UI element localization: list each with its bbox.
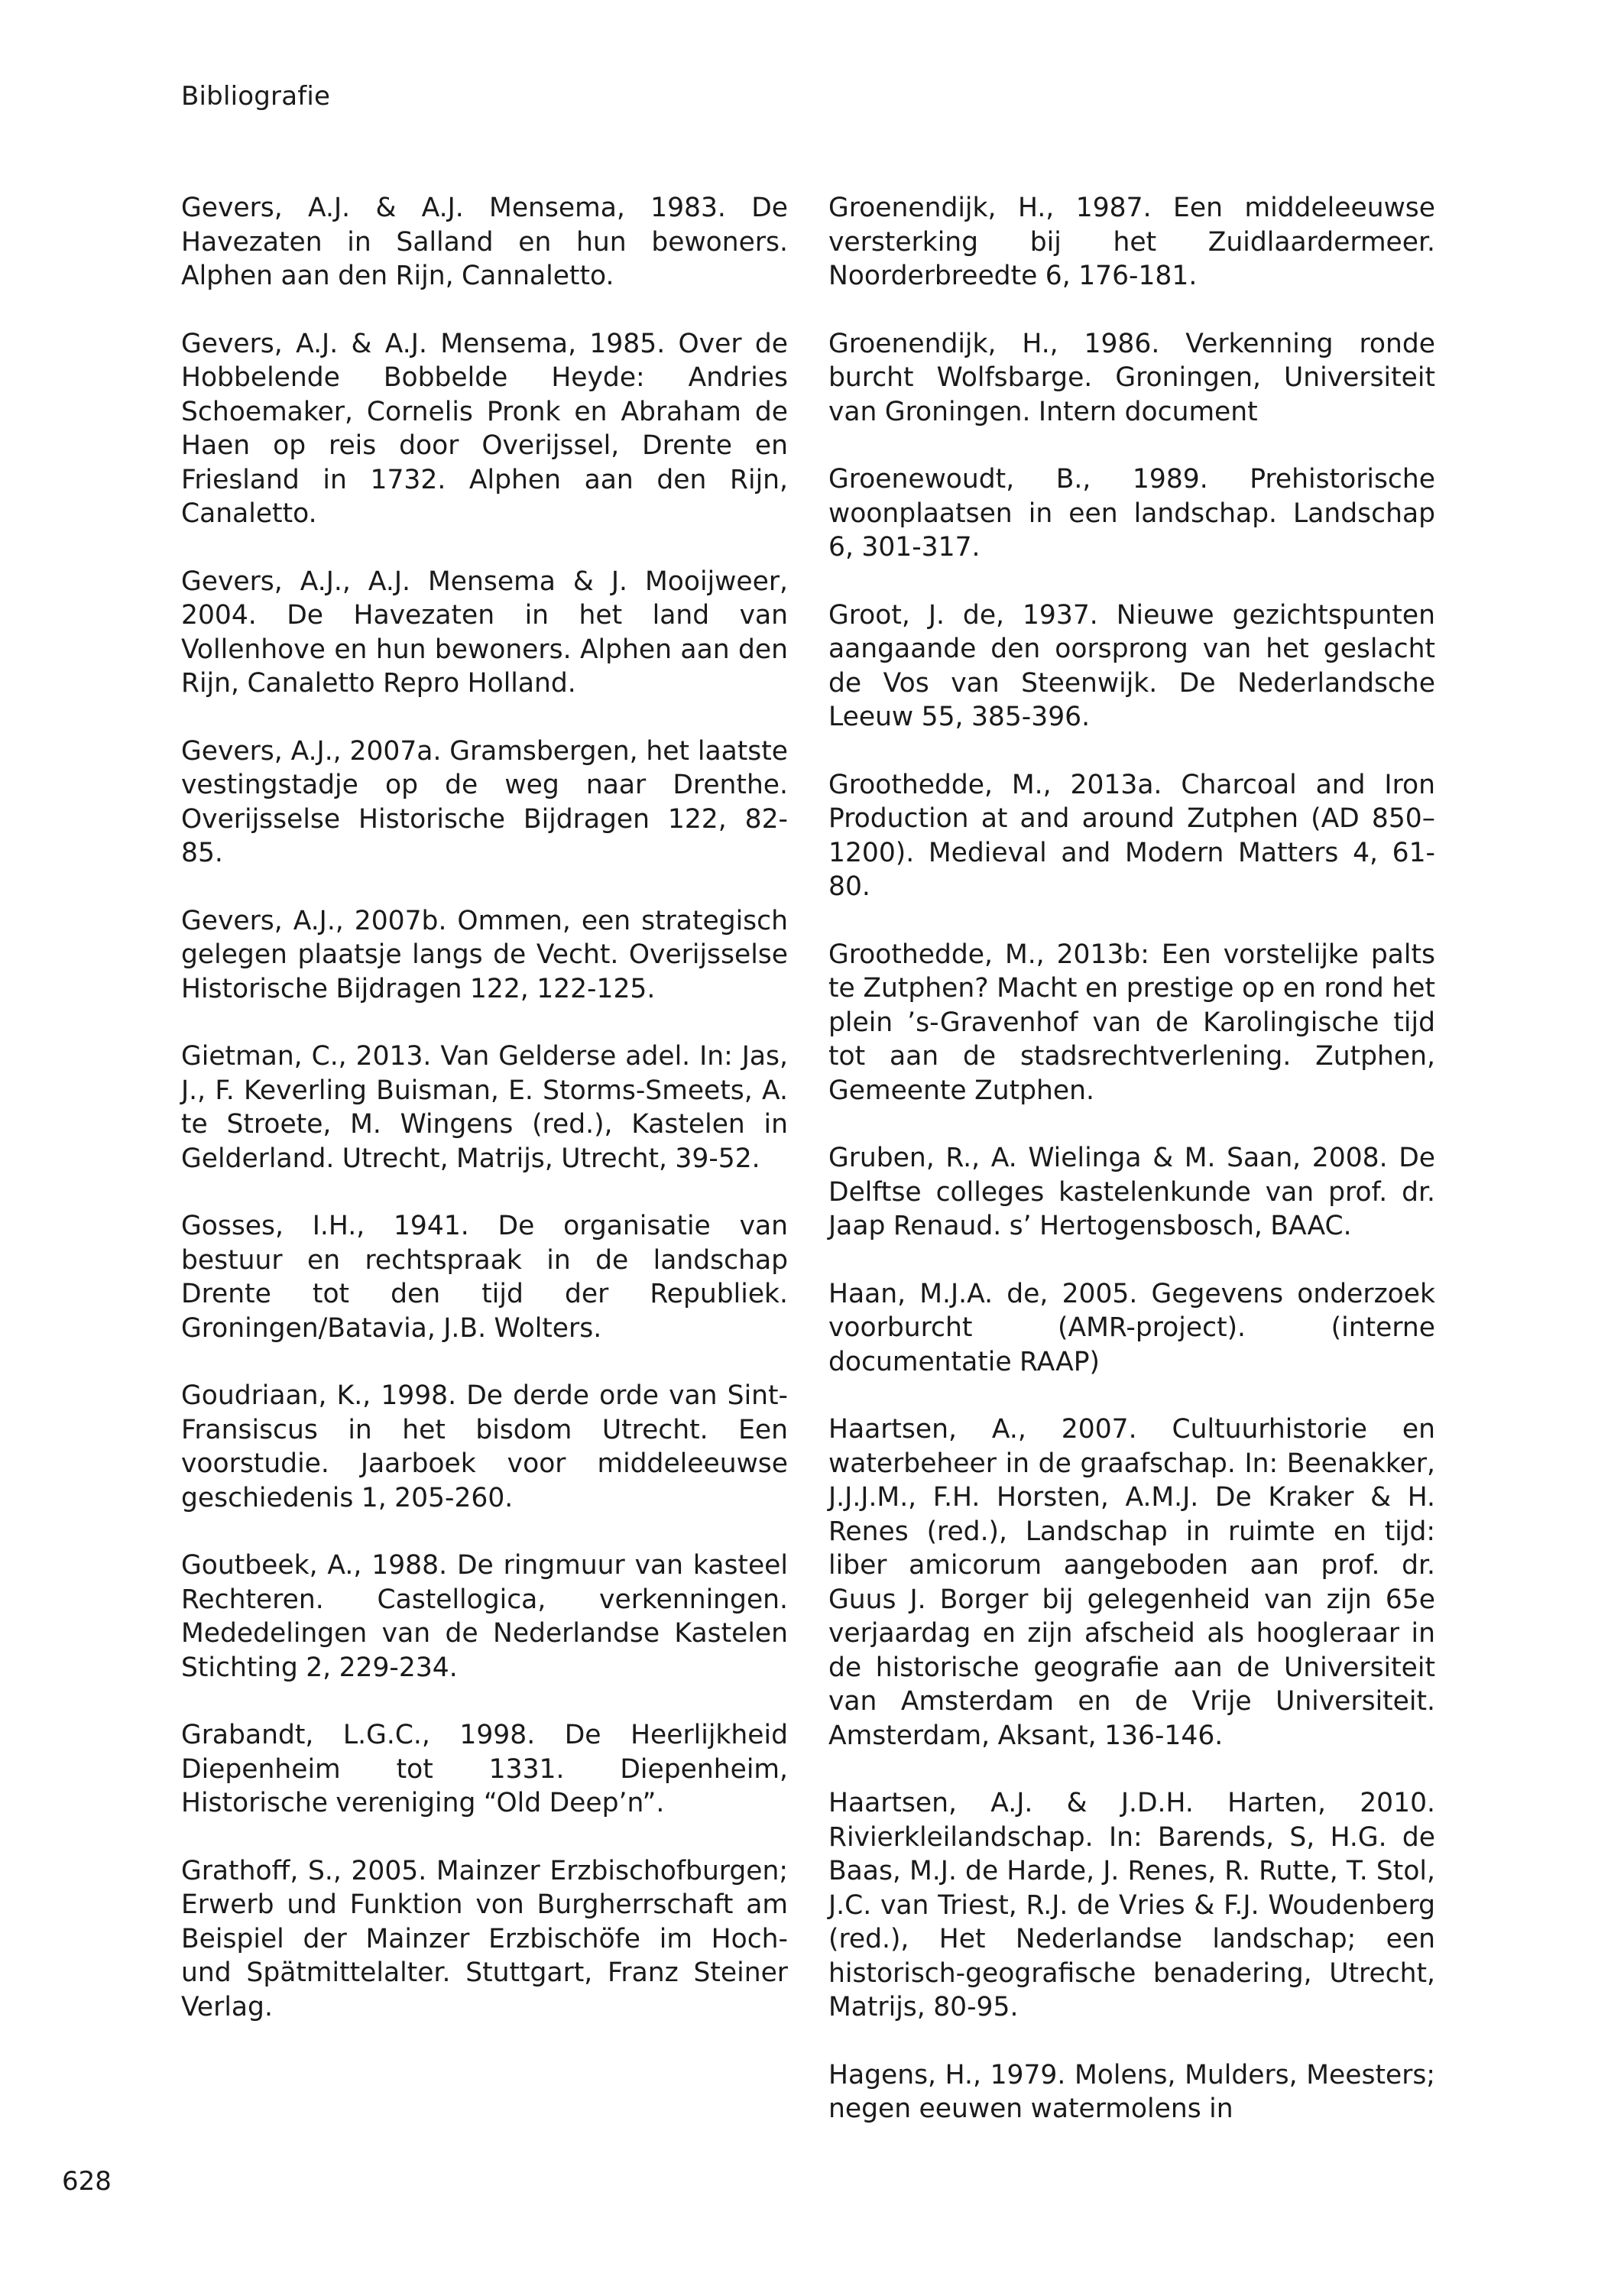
bibliography-entry: Haartsen, A., 2007. Cultuurhistorie en waterbeheer in de graafschap. In: Beenakker, J.J.J.M., F.H. Horsten, A.M.J. De Kraker & H. Renes (red.), Landschap in ruimte en tijd: liber amicorum aangeboden aan prof. dr. Guus J. Borger bij gelegenheid van zijn 65e verjaardag en zijn afscheid als hoogleraar in de historische geografie aan de Universiteit van Amsterdam en de Vrije Universiteit. Amsterdam, Aksant, 136-146. [828, 1414, 1435, 1751]
bibliography-entry: Gevers, A.J., A.J. Mensema & J. Mooijweer, 2004. De Havezaten in het land van Vollenhove en hun bewoners. Alphen aan den Rijn, Canaletto Repro Holland. [181, 566, 788, 699]
page-number: 628 [62, 2166, 112, 2197]
bibliography-entry: Gietman, C., 2013. Van Gelderse adel. In: Jas, J., F. Keverling Buisman, E. Storms-Smeets, A. te Stroete, M. Wingens (red.), Kastelen in Gelderland. Utrecht, Matrijs, Utrecht, 39-52. [181, 1041, 788, 1174]
bibliography-entry: Groot, J. de, 1937. Nieuwe gezichtspunten aangaande den oorsprong van het geslacht de Vos van Steenwijk. De Nederlandsche Leeuw 55, 385-396. [828, 599, 1435, 732]
bibliography-entry: Gevers, A.J., 2007b. Ommen, een strategisch gelegen plaatsje langs de Vecht. Overijsselse Historische Bijdragen 122, 122-125. [181, 905, 788, 1004]
bibliography-entry: Gevers, A.J. & A.J. Mensema, 1983. De Havezaten in Salland en hun bewoners. Alphen aan den Rijn, Cannaletto. [181, 193, 788, 291]
bibliography-entry: Gosses, I.H., 1941. De organisatie van bestuur en rechtspraak in de landschap Drente tot den tijd der Republiek. Groningen/Batavia, J.B. Wolters. [181, 1211, 788, 1344]
bibliography-entry: Grathoff, S., 2005. Mainzer Erzbischofburgen; Erwerb und Funktion von Burgherrschaft am Beispiel der Mainzer Erzbischöfe im Hoch- und Spätmittelalter. Stuttgart, Franz Steiner Verlag. [181, 1855, 788, 2022]
bibliography-entry: Goutbeek, A., 1988. De ringmuur van kasteel Rechteren. Castellogica, verkenningen. Mededelingen van de Nederlandse Kastelen Stichting 2, 229-234. [181, 1550, 788, 1683]
running-header: Bibliografie [181, 81, 331, 112]
bibliography-entry: Groenewoudt, B., 1989. Prehistorische woonplaatsen in een landschap. Landschap 6, 301-317. [828, 464, 1435, 563]
bibliography-entry: Groothedde, M., 2013b: Een vorstelijke palts te Zutphen? Macht en prestige op en rond het plein ’s-Gravenhof van de Karolingische tijd tot aan de stadsrechtverlening. Zutphen, Gemeente Zutphen. [828, 939, 1435, 1106]
bibliography-entry: Haan, M.J.A. de, 2005. Gegevens onderzoek voorburcht (AMR-project). (interne documentatie RAAP) [828, 1278, 1435, 1377]
bibliography-column-left [181, 191, 788, 2058]
bibliography-entry: Gevers, A.J. & A.J. Mensema, 1985. Over de Hobbelende Bobbelde Heyde: Andries Schoemaker, Cornelis Pronk en Abraham de Haen op reis door Overijssel, Drente en Friesland in 1732. Alphen aan den Rijn, Canaletto. [181, 328, 788, 529]
bibliography-entry: Haartsen, A.J. & J.D.H. Harten, 2010. Rivierkleilandschap. In: Barends, S, H.G. de Baas, M.J. de Harde, J. Renes, R. Rutte, T. Stol, J.C. van Triest, R.J. de Vries & F.J. Woudenberg (red.), Het Nederlandse landschap; een historisch-geografische benadering, Utrecht, Matrijs, 80-95. [828, 1788, 1435, 2022]
bibliography-entry: Groenendijk, H., 1987. Een middeleeuwse versterking bij het Zuidlaardermeer. Noorderbreedte 6, 176-181. [828, 193, 1435, 291]
bibliography-entry: Groothedde, M., 2013a. Charcoal and Iron Production at and around Zutphen (AD 850–1200). Medieval and Modern Matters 4, 61-80. [828, 769, 1435, 902]
bibliography-entry: Goudriaan, K., 1998. De derde orde van Sint-Fransiscus in het bisdom Utrecht. Een voorstudie. Jaarboek voor middeleeuwse geschiedenis 1, 205-260. [181, 1380, 788, 1513]
bibliography-column-right [828, 191, 1435, 2160]
bibliography-entry: Grabandt, L.G.C., 1998. De Heerlijkheid Diepenheim tot 1331. Diepenheim, Historische vereniging “Old Deep’n”. [181, 1720, 788, 1818]
bibliography-entry: Gevers, A.J., 2007a. Gramsbergen, het laatste vestingstadje op de weg naar Drenthe. Overijsselse Historische Bijdragen 122, 82-85. [181, 735, 788, 868]
bibliography-entry: Groenendijk, H., 1986. Verkenning ronde burcht Wolfsbarge. Groningen, Universiteit van Groningen. Intern document [828, 328, 1435, 427]
bibliography-entry: Gruben, R., A. Wielinga & M. Saan, 2008. De Delftse colleges kastelenkunde van prof. dr. Jaap Renaud. s’ Hertogensbosch, BAAC. [828, 1143, 1435, 1241]
bibliography-entry: Hagens, H., 1979. Molens, Mulders, Meesters; negen eeuwen watermolens in [828, 2059, 1435, 2124]
